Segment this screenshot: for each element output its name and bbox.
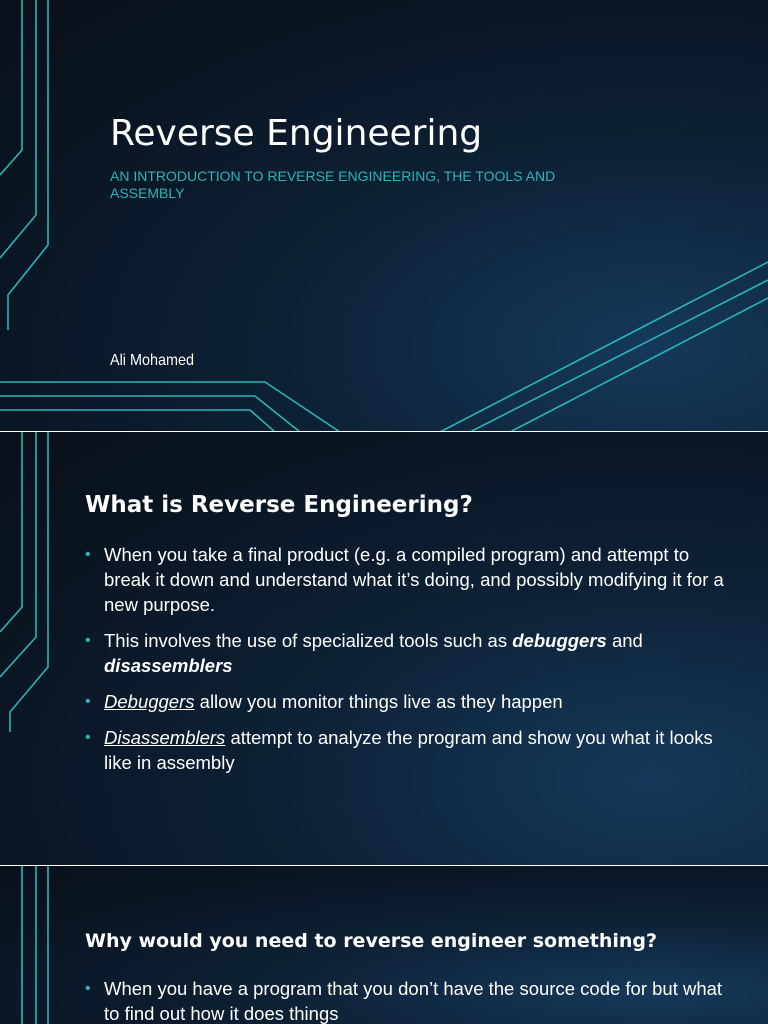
author-name: Ali Mohamed <box>110 352 195 369</box>
bullet-text: allow you monitor things live as they happen <box>194 691 563 712</box>
term-debuggers: Debuggers <box>104 691 195 712</box>
list-item <box>85 725 725 775</box>
slide-what-is-re <box>0 432 768 866</box>
slide-subtitle: AN INTRODUCTION TO REVERSE ENGINEERING, THE TOOLS AND ASSEMBLY <box>110 168 556 201</box>
slide-why-re <box>0 866 768 1024</box>
bullet-text: and <box>606 630 643 651</box>
list-item <box>85 976 725 1024</box>
bullet-text: This involves the use of specialized tools such as <box>104 630 513 651</box>
bullet-list <box>85 542 725 786</box>
bullet-text: attempt to analyze the program and show you what it looks like in assembly <box>104 727 713 773</box>
bullet-list <box>85 976 725 1024</box>
list-item <box>85 542 725 617</box>
list-item <box>85 628 725 678</box>
slide-title <box>0 0 768 432</box>
bullet-text: When you have a program that you don’t have the source code for but what to find out how it does things <box>104 978 723 1024</box>
term-debuggers: debuggers <box>512 630 607 651</box>
list-item <box>85 689 725 714</box>
term-disassemblers: Disassemblers <box>104 727 226 748</box>
term-disassemblers: disassemblers <box>104 655 233 676</box>
slide-heading: What is Reverse Engineering? <box>85 492 473 518</box>
slide-title-heading: Reverse Engineering <box>110 113 483 154</box>
bullet-text: When you take a final product (e.g. a compiled program) and attempt to break it down and understand what it’s doing, and possibly modifying it for a new purpose. <box>104 544 724 615</box>
slide-heading: Why would you need to reverse engineer something? <box>85 930 658 952</box>
